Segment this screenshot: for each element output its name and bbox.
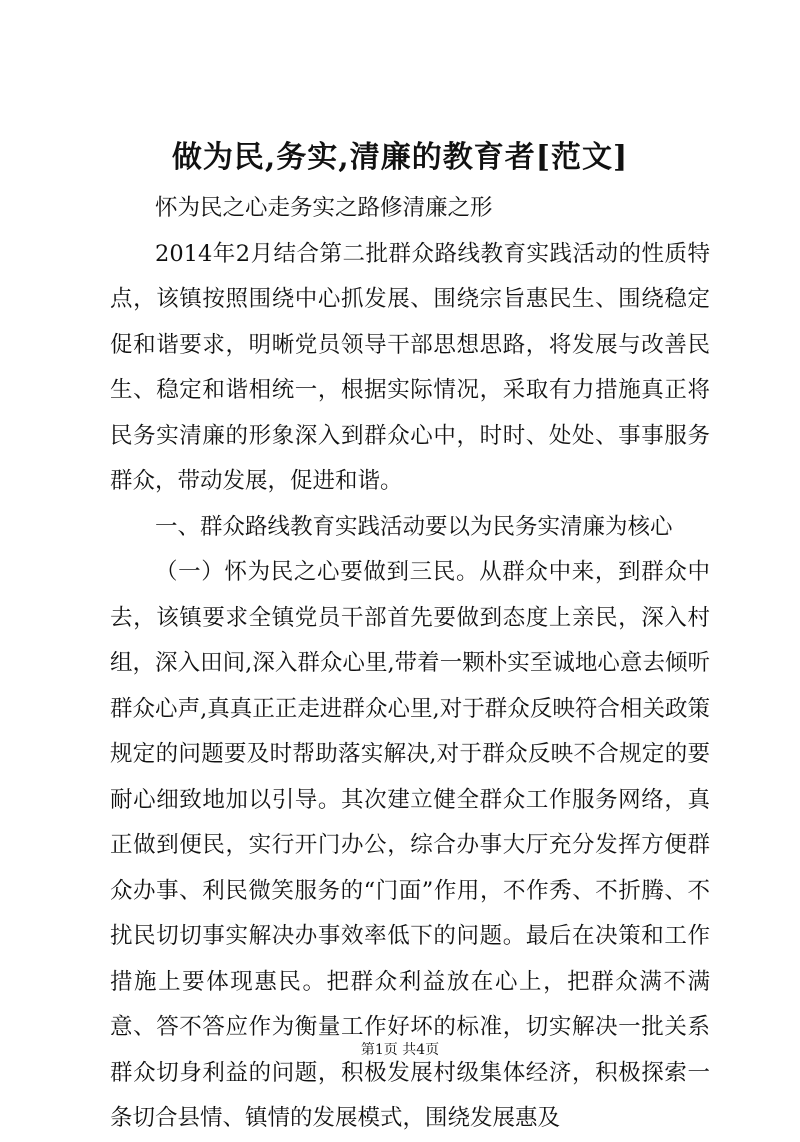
page-footer: 第1页 共4页 — [360, 1042, 440, 1058]
section-heading: 一、群众路线教育实践活动要以为民务实清廉为核心 — [155, 513, 673, 540]
body-paragraph: （一）怀为民之心要做到三民。从群众中来，到群众中去，该镇要求全镇党员干部首先要做到态度上亲民，深入村组，深入田间,深入群众心里,带着一颗朴实至诚地心意去倾听群众心声,真真正正走进群众心里,对于群众反映符合相关政策规定的问题要及时帮助落实解决,对于群众反映不合规定的要耐心细致地加以引导。其次建立健全群众工作服务网络，真正做到便民，实行开门办公，综合办事大厅充分发挥方便群众办事、利民微笑服务的“门面”作用，不作秀、不折腾、不扰民切切事实解决办事效率低下的问题。最后在决策和工作措施上要体现惠民。把群众利益放在心上，把群众满不满意、答不答应作为衡量工作好坏的标准，切实解决一批关系群众切身利益的问题，积极发展村级集体经济，积极探索一条切合县情、镇情的发展模式，围绕发展惠及 — [110, 559, 710, 1131]
document-body — [110, 186, 710, 1142]
subtitle-paragraph: 怀为民之心走务实之路修清廉之形 — [155, 195, 493, 221]
intro-paragraph: 2014年2月结合第二批群众路线教育实践活动的性质特点，该镇按照围绕中心抓发展、围绕宗旨惠民生、围绕稳定促和谐要求，明晰党员领导干部思想思路，将发展与改善民生、稳定和谐相统一，根据实际情况，采取有力措施真正将民务实清廉的形象深入到群众心中，时时、处处、事事服务群众，带动发展，促进和谐。 — [110, 240, 710, 494]
document-title: 做为民,务实,清廉的教育者[范文] — [171, 140, 629, 175]
